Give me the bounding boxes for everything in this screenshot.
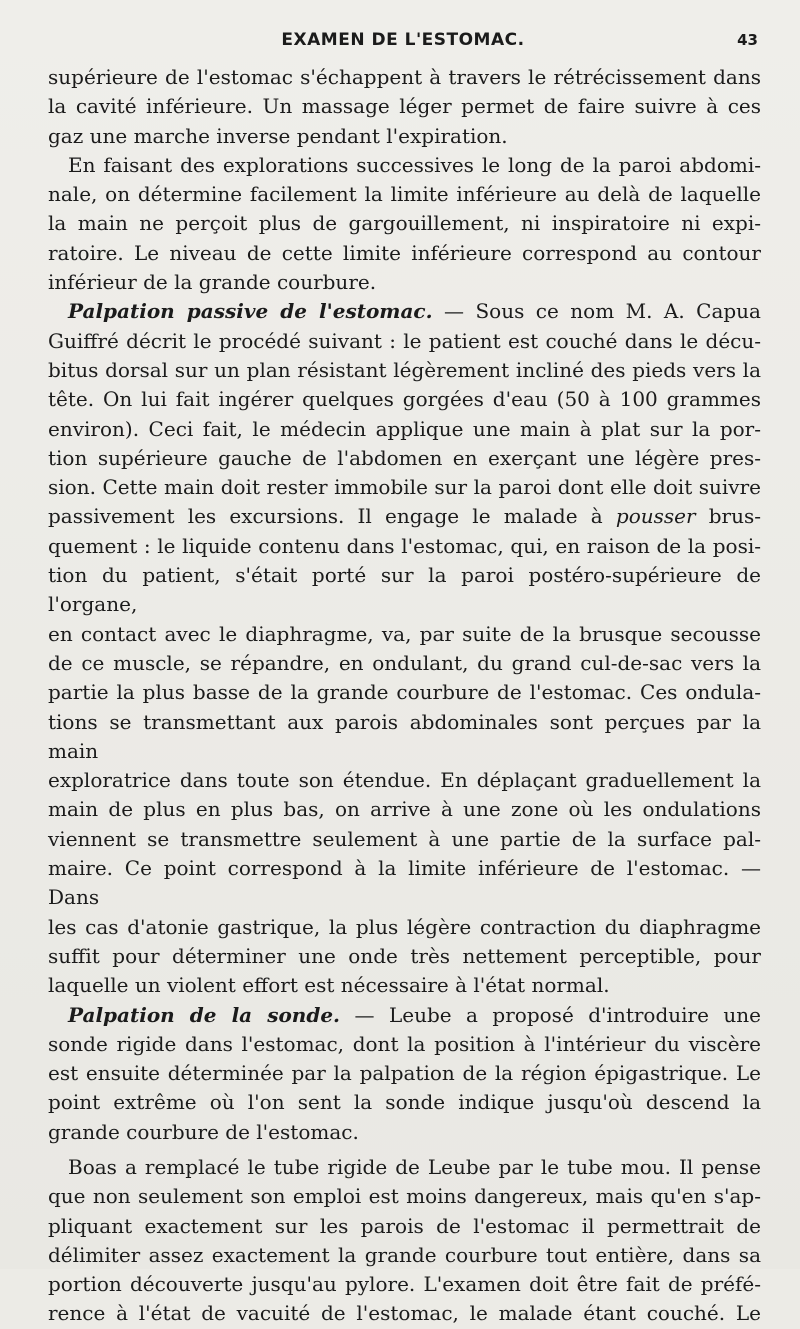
text-line: laquelle un violent effort est nécessaire à l'état normal. (48, 973, 610, 998)
text-line: la main ne perçoit plus de gargouillement, ni inspiratoire ni expi- (48, 211, 761, 236)
text-segment: brus- (695, 504, 762, 529)
text-line: rence à l'état de vacuité de l'estomac, le malade étant couché. Le (48, 1301, 761, 1326)
text-line: partie la plus basse de la grande courbure de l'estomac. Ces ondula- (48, 680, 761, 705)
text-line: délimiter assez exactement la grande courbure tout entière, dans sa (48, 1242, 761, 1267)
text-line: que non seulement son emploi est moins dangereux, mais qu'en s'ap- (48, 1184, 761, 1209)
text-line: Boas a remplacé le tube rigide de Leube par le tube mou. Il pense (68, 1154, 761, 1179)
text-line (48, 502, 761, 531)
text-line: en contact avec le diaphragme, va, par suite de la brusque secousse (48, 621, 761, 646)
emphasized-word: pousser (615, 504, 696, 529)
text-line: tions se transmettant aux parois abdominales sont perçues par la main (48, 709, 761, 763)
heading-continuation: — Leube a proposé d'introduire une (340, 1002, 762, 1027)
text-line: gaz une marche inverse pendant l'expiration. (48, 123, 508, 148)
text-line: nale, on détermine facilement la limite inférieure au delà de laquelle (48, 182, 761, 207)
text-line: tête. On lui fait ingérer quelques gorgées d'eau (50 à 100 grammes (48, 387, 761, 412)
text-line: main de plus en plus bas, on arrive à une zone où les ondulations (48, 797, 761, 822)
text-line: suffit pour déterminer une onde très nettement perceptible, pour (48, 943, 761, 968)
page-body (48, 63, 761, 1329)
text-line: tion du patient, s'était porté sur la paroi postéro-supérieure de l'organe, (48, 563, 761, 617)
text-line: Guiffré décrit le procédé suivant : le patient est couché dans le décu- (48, 328, 761, 353)
text-line: les cas d'atonie gastrique, la plus légère contraction du diaphragme (48, 914, 761, 939)
text-line: maire. Ce point correspond à la limite inférieure de l'estomac. — Dans (48, 856, 761, 910)
section-heading: Palpation passive de l'estomac. (68, 299, 433, 324)
text-line: tion supérieure gauche de l'abdomen en exerçant une légère pres- (48, 445, 761, 470)
text-line: grande courbure de l'estomac. (48, 1119, 359, 1144)
text-line: portion découverte jusqu'au pylore. L'examen doit être fait de préfé- (48, 1272, 761, 1297)
heading-continuation: — Sous ce nom M. A. Capua (432, 299, 761, 324)
text-line: sonde rigide dans l'estomac, dont la position à l'intérieur du viscère (48, 1031, 761, 1056)
text-line: environ). Ceci fait, le médecin applique une main à plat sur la por- (48, 416, 761, 441)
text-line: quement : le liquide contenu dans l'estomac, qui, en raison de la posi- (48, 533, 761, 558)
paragraph (48, 151, 761, 297)
text-line: pliquant exactement sur les parois de l'estomac il permettrait de (48, 1213, 761, 1238)
text-line (48, 1001, 761, 1030)
text-line: point extrême où l'on sent la sonde indique jusqu'où descend la (48, 1090, 761, 1115)
page-number: 43 (737, 31, 758, 49)
text-line: bitus dorsal sur un plan résistant légèrement incliné des pieds vers la (48, 357, 761, 382)
text-line: viennent se transmettre seulement à une partie de la surface pal- (48, 826, 761, 851)
running-title: EXAMEN DE L'ESTOMAC. (281, 30, 525, 50)
text-line: est ensuite déterminée par la palpation de la région épigastrique. Le (48, 1061, 761, 1086)
paragraph (48, 1001, 761, 1147)
text-line: inférieur de la grande courbure. (48, 270, 377, 295)
text-line: supérieure de l'estomac s'échappent à travers le rétrécissement dans (48, 65, 761, 89)
text-line (48, 297, 761, 326)
text-line: En faisant des explorations successives le long de la paroi abdomi- (68, 152, 761, 177)
text-line: de ce muscle, se répandre, en ondulant, du grand cul-de-sac vers la (48, 650, 761, 675)
text-segment: passivement les excursions. Il engage le malade à (48, 504, 603, 529)
text-line: la cavité inférieure. Un massage léger permet de faire suivre à ces (48, 94, 761, 119)
text-line: exploratrice dans toute son étendue. En déplaçant graduellement la (48, 768, 761, 793)
text-line: ratoire. Le niveau de cette limite inférieure correspond au contour (48, 240, 761, 265)
paragraph (48, 63, 761, 151)
page-header (48, 28, 758, 58)
paragraph (48, 1153, 761, 1329)
text-line: sion. Cette main doit rester immobile sur la paroi dont elle doit suivre (48, 475, 761, 500)
paragraph (48, 297, 761, 1000)
section-heading: Palpation de la sonde. (68, 1002, 341, 1027)
